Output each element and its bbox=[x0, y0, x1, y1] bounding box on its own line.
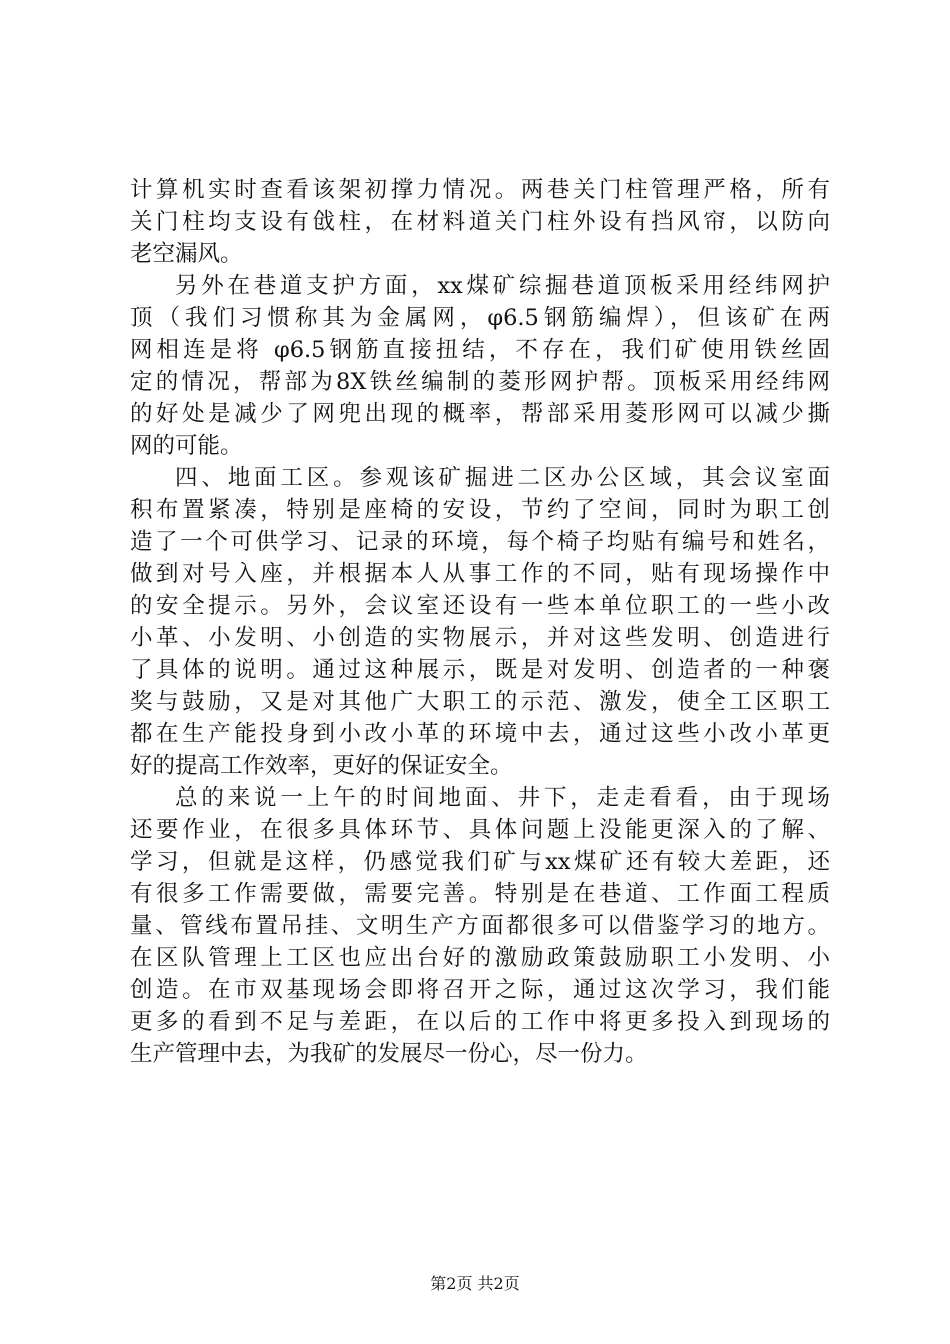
text-line: 网的可能。 bbox=[130, 433, 243, 459]
text-line: 积布置紧凑，特别是座椅的安设，节约了空间，同时为职工创 bbox=[130, 497, 830, 523]
text-line: 学习，但就是这样，仍感觉我们矿与xx煤矿还有较大差距，还 bbox=[130, 849, 830, 875]
text-line: 奖与鼓励，又是对其他广大职工的示范、激发，使全工区职工 bbox=[130, 689, 830, 715]
text-line: 造了一个可供学习、记录的环境，每个椅子均贴有编号和姓名， bbox=[130, 529, 830, 555]
text-line: 老空漏风。 bbox=[130, 241, 243, 267]
text-line: 计算机实时查看该架初撑力情况。两巷关门柱管理严格，所有 bbox=[130, 177, 830, 203]
text-line: 定的情况，帮部为8X铁丝编制的菱形网护帮。顶板采用经纬网 bbox=[130, 369, 830, 395]
text-line: 创造。在市双基现场会即将召开之际，通过这次学习，我们能 bbox=[130, 977, 830, 1003]
text-line: 总的来说一上午的时间地面、井下，走走看看，由于现场 bbox=[175, 785, 830, 811]
text-line: 在区队管理上工区也应出台好的激励政策鼓励职工小发明、小 bbox=[130, 945, 830, 971]
text-line: 生产管理中去，为我矿的发展尽一份心，尽一份力。 bbox=[130, 1041, 648, 1067]
text-line: 顶（我们习惯称其为金属网，φ6.5钢筋编焊），但该矿在两 bbox=[130, 305, 830, 331]
text-line: 小革、小发明、小创造的实物展示，并对这些发明、创造进行 bbox=[130, 625, 830, 651]
text-line: 另外在巷道支护方面，xx煤矿综掘巷道顶板采用经纬网护 bbox=[175, 273, 830, 299]
text-line: 都在生产能投身到小改小革的环境中去，通过这些小改小革更 bbox=[130, 721, 830, 747]
text-line: 了具体的说明。通过这种展示，既是对发明、创造者的一种褒 bbox=[130, 657, 830, 683]
text-line: 量、管线布置吊挂、文明生产方面都很多可以借鉴学习的地方。 bbox=[130, 913, 830, 939]
paragraph-2 bbox=[130, 270, 830, 462]
paragraph-1 bbox=[130, 174, 830, 270]
text-line: 的安全提示。另外，会议室还设有一些本单位职工的一些小改 bbox=[130, 593, 830, 619]
text-line: 更多的看到不足与差距，在以后的工作中将更多投入到现场的 bbox=[130, 1009, 830, 1035]
text-line: 的好处是减少了网兜出现的概率，帮部采用菱形网可以减少撕 bbox=[130, 401, 830, 427]
text-line: 四、地面工区。参观该矿掘进二区办公区域，其会议室面 bbox=[175, 465, 830, 491]
paragraph-4 bbox=[130, 782, 830, 1070]
text-line: 有很多工作需要做，需要完善。特别是在巷道、工作面工程质 bbox=[130, 881, 830, 907]
text-line: 好的提高工作效率，更好的保证安全。 bbox=[130, 753, 513, 779]
page-footer bbox=[0, 1274, 950, 1294]
text-line: 做到对号入座，并根据本人从事工作的不同，贴有现场操作中 bbox=[130, 561, 830, 587]
text-line: 网相连是将 φ6.5钢筋直接扭结，不存在，我们矿使用铁丝固 bbox=[130, 337, 830, 363]
paragraph-3 bbox=[130, 462, 830, 782]
text-line: 关门柱均支设有戗柱，在材料道关门柱外设有挡风帘，以防向 bbox=[130, 209, 830, 235]
text-line: 还要作业，在很多具体环节、具体问题上没能更深入的了解、 bbox=[130, 817, 830, 843]
page-number: 第2页 共2页 bbox=[430, 1274, 520, 1293]
document-body bbox=[130, 174, 830, 1070]
